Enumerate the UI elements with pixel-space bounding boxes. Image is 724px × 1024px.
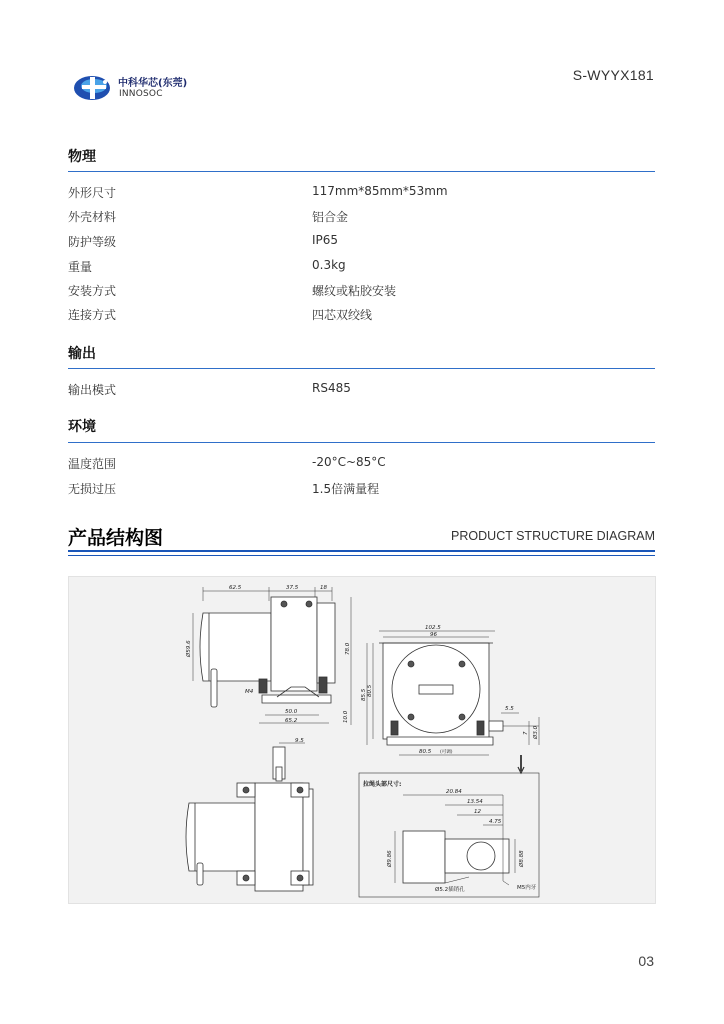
dim-side-bottom-1: 50.0: [285, 709, 298, 715]
spec-key: 安装方式: [68, 284, 117, 298]
spec-value: 四芯双绞线: [312, 308, 373, 322]
model-number: S-WYYX181: [572, 67, 654, 83]
spec-value: 铝合金: [312, 210, 349, 224]
dim-front-bottom-note: (可调): [440, 750, 453, 755]
spec-value: 螺纹或粘胶安装: [312, 284, 397, 298]
rope-dim-3: 12: [474, 809, 481, 815]
dim-front-left-1: 85.5: [361, 688, 367, 701]
innosoc-logo-icon: [72, 73, 116, 103]
spec-key: 温度范围: [68, 457, 117, 471]
page-number: 03: [638, 953, 654, 969]
dim-front-top-1: 102.5: [425, 625, 441, 631]
spec-key: 重量: [68, 260, 93, 274]
spec-value: 117mm*85mm*53mm: [312, 184, 448, 198]
dim-side-top-3: 18: [320, 585, 327, 591]
spec-key: 输出模式: [68, 383, 117, 397]
technical-drawing: [69, 577, 657, 905]
section-title-physical: 物理: [68, 149, 96, 165]
dim-front-right-1: 5.5: [505, 706, 514, 712]
rope-dim-1: 20.84: [446, 789, 462, 795]
structure-divider: [68, 550, 655, 552]
spec-row: [68, 306, 655, 324]
spec-value: RS485: [312, 381, 351, 395]
label-m4: M4: [245, 689, 254, 695]
side-view-drawing: [193, 587, 351, 725]
dim-side-right: 78.0: [345, 642, 351, 655]
rope-head-title: 拉绳头部尺寸:: [363, 781, 402, 788]
spec-key: 连接方式: [68, 308, 117, 322]
structure-title-en: PRODUCT STRUCTURE DIAGRAM: [451, 529, 655, 543]
dim-front-bottom: 80.5: [419, 749, 432, 755]
spec-row: [68, 233, 655, 251]
rope-dim-2: 13.54: [467, 799, 483, 805]
dim-front-right-2: 7: [523, 731, 529, 735]
spec-value: IP65: [312, 233, 339, 247]
dim-front-left-2: 80.5: [367, 684, 373, 697]
spec-value: -20°C~85°C: [312, 455, 386, 469]
spec-row: [68, 282, 655, 300]
dim-side-bottom-2: 65.2: [285, 718, 298, 724]
dim-side-top-2: 37.5: [286, 585, 299, 591]
rope-dia-right: Ø8.88: [519, 850, 525, 867]
dim-side-height: Ø59.6: [186, 640, 192, 657]
spec-value: 0.3kg: [312, 258, 346, 272]
section-divider: [68, 368, 655, 369]
front-view-drawing: [367, 631, 539, 773]
section-divider: [68, 442, 655, 443]
rope-thread-label: M5内牙: [517, 885, 537, 891]
spec-value: 1.5倍满量程: [312, 482, 380, 496]
structure-diagram: [68, 576, 656, 904]
spec-row: [68, 258, 655, 276]
logo-chinese-name: 中科华芯(东莞): [118, 78, 188, 89]
logo-english-name: INNOSOC: [119, 89, 163, 99]
spec-row: [68, 381, 655, 399]
dim-front-top-2: 96: [430, 632, 437, 638]
structure-title: 产品结构图: [68, 527, 164, 549]
spec-key: 无损过压: [68, 482, 117, 496]
spec-row: [68, 480, 655, 498]
spec-key: 外壳材料: [68, 210, 117, 224]
spec-key: 外形尺寸: [68, 186, 117, 200]
spec-key: 防护等级: [68, 235, 117, 249]
dim-side-top-1: 62.5: [229, 585, 242, 591]
section-divider: [68, 171, 655, 172]
rope-dia-left: Ø9.86: [387, 850, 393, 867]
company-logo: [72, 70, 202, 106]
spec-row: [68, 455, 655, 473]
top-view-drawing: [186, 743, 313, 891]
spec-row: [68, 208, 655, 226]
dim-top-view: 9.5: [295, 738, 304, 744]
spec-row: [68, 184, 655, 202]
structure-divider-thin: [68, 555, 655, 556]
dim-front-right-3: Ø3.0: [533, 725, 539, 739]
dim-side-base: 10.0: [343, 710, 349, 723]
rope-hole-label: Ø5.2插销孔: [435, 887, 465, 893]
section-title-output: 输出: [68, 346, 96, 362]
rope-dim-4: 4.75: [489, 819, 502, 825]
section-title-environment: 环境: [68, 419, 96, 435]
